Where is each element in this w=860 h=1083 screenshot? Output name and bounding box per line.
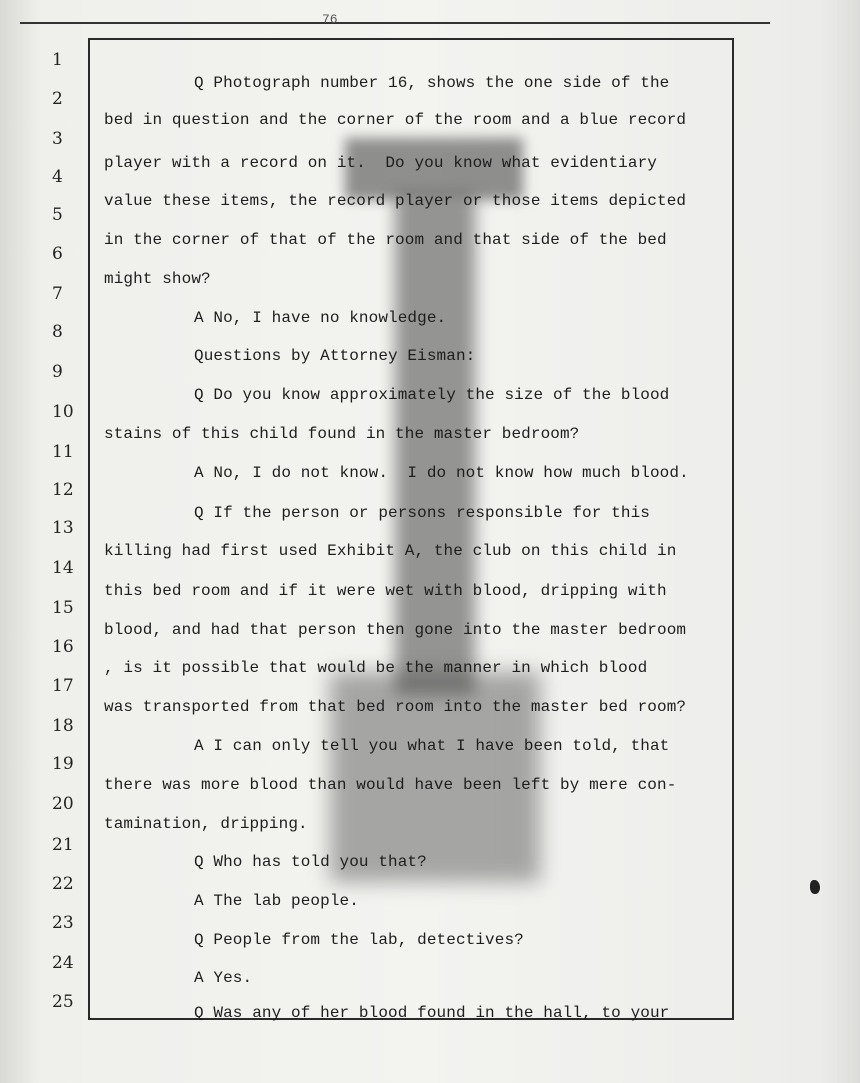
transcript-line: , is it possible that would be the manner in which blood — [104, 659, 648, 677]
line-number: 21 — [52, 835, 74, 855]
transcript-line: A No, I have no knowledge. — [194, 309, 447, 327]
transcript-line: tamination, dripping. — [104, 815, 308, 833]
transcript-line: Q Who has told you that? — [194, 853, 427, 871]
line-number: 25 — [52, 992, 74, 1012]
line-number: 1 — [52, 50, 63, 70]
line-number: 22 — [52, 874, 74, 894]
line-number: 8 — [52, 322, 63, 342]
line-number: 17 — [52, 676, 74, 696]
line-number: 10 — [52, 402, 74, 422]
line-number: 9 — [52, 362, 63, 382]
line-number: 14 — [52, 558, 74, 578]
line-number: 16 — [52, 637, 74, 657]
transcript-line: was transported from that bed room into the master bed room? — [104, 698, 687, 716]
transcript-line: might show? — [104, 270, 211, 288]
transcript-line: killing had first used Exhibit A, the club on this child in — [104, 542, 677, 560]
transcript-line: A Yes. — [194, 969, 253, 987]
transcript-line: there was more blood than would have been left by mere con- — [104, 776, 677, 794]
transcript-line: player with a record on it. Do you know what evidentiary — [104, 154, 657, 172]
transcript-line: Questions by Attorney Eisman: — [194, 347, 476, 365]
top-rule — [20, 22, 770, 24]
line-number: 24 — [52, 953, 74, 973]
transcript-line: Q If the person or persons responsible for this — [194, 504, 650, 522]
line-number: 4 — [52, 167, 63, 187]
line-number: 6 — [52, 244, 63, 264]
transcript-line: A No, I do not know. I do not know how much blood. — [194, 464, 689, 482]
transcript-line: Q Photograph number 16, shows the one side of the — [194, 74, 670, 92]
transcript-line: blood, and had that person then gone into the master bedroom — [104, 621, 687, 639]
line-number: 11 — [52, 442, 74, 462]
line-number: 2 — [52, 89, 63, 109]
line-number: 5 — [52, 205, 63, 225]
transcript-line: Q Do you know approximately the size of the blood — [194, 386, 670, 404]
line-number: 15 — [52, 598, 74, 618]
transcript-line: value these items, the record player or those items depicted — [104, 192, 687, 210]
line-number: 18 — [52, 716, 74, 736]
line-number: 13 — [52, 518, 74, 538]
transcript-line: A The lab people. — [194, 892, 359, 910]
page-border — [88, 38, 734, 1020]
transcript-line: in the corner of that of the room and that side of the bed — [104, 231, 667, 249]
transcript-line: A I can only tell you what I have been told, that — [194, 737, 670, 755]
line-number: 12 — [52, 480, 74, 500]
line-number: 3 — [52, 129, 63, 149]
line-number: 19 — [52, 754, 74, 774]
line-number: 20 — [52, 794, 74, 814]
line-number: 7 — [52, 284, 63, 304]
transcript-line: bed in question and the corner of the room and a blue record — [104, 111, 687, 129]
line-number: 23 — [52, 913, 74, 933]
transcript-line: this bed room and if it were wet with blood, dripping with — [104, 582, 667, 600]
transcript-line: Q People from the lab, detectives? — [194, 931, 524, 949]
page-number: 76 — [322, 12, 338, 27]
transcript-line: stains of this child found in the master bedroom? — [104, 425, 580, 443]
transcript-line: Q Was any of her blood found in the hall, to your — [194, 1004, 670, 1022]
ink-smudge — [810, 880, 820, 894]
